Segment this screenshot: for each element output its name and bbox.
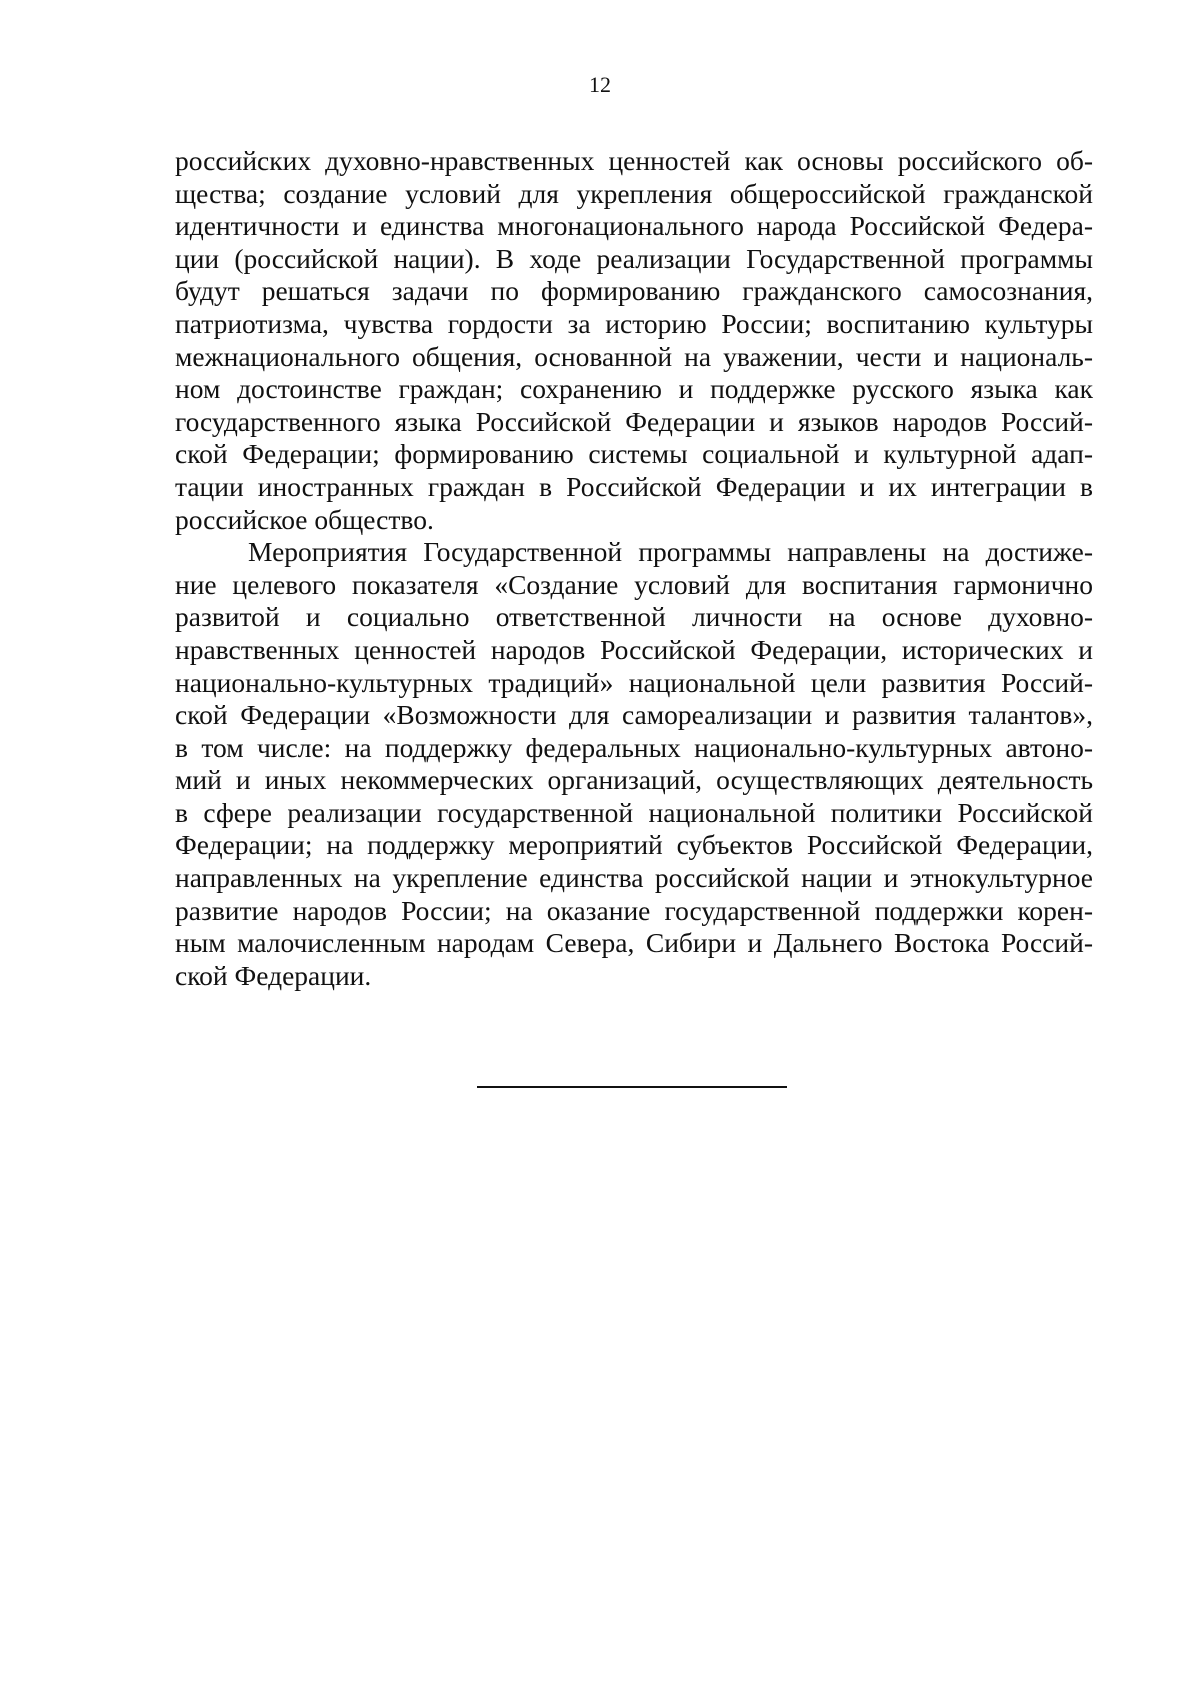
text-line: российских духовно-нравственных ценностей как основы российского об-	[175, 145, 1093, 176]
text-line: государственного языка Российской Федерации и языков народов Россий-	[175, 405, 1093, 437]
text-line: Мероприятия Государственной программы направлены на достиже-	[248, 536, 1093, 568]
text-line: в том числе: на поддержку федеральных национально-культурных автоно-	[175, 731, 1093, 763]
text-line: ской Федерации «Возможности для самореализации и развития талантов»,	[175, 699, 1093, 731]
text-line: будут решаться задачи по формированию гражданского самосознания,	[175, 275, 1093, 307]
text-line: развитие народов России; на оказание государственной поддержки корен-	[175, 894, 1093, 926]
text-line: национально-культурных традиций» национальной цели развития Россий-	[175, 666, 1093, 698]
text-line: патриотизма, чувства гордости за историю России; воспитанию культуры	[175, 307, 1093, 339]
text-line: российское общество.	[175, 503, 434, 535]
text-line: ние целевого показателя «Создание условий для воспитания гармонично	[175, 568, 1093, 600]
text-line: нравственных ценностей народов Российской Федерации, исторических и	[175, 633, 1093, 665]
text-line: щества; создание условий для укрепления общероссийской гражданской	[175, 177, 1093, 209]
text-line: идентичности и единства многонационального народа Российской Федера-	[175, 210, 1093, 242]
text-line: в сфере реализации государственной национальной политики Российской	[175, 796, 1093, 828]
text-line: тации иностранных граждан в Российской Федерации и их интеграции в	[175, 470, 1093, 502]
end-separator-line	[477, 1086, 787, 1088]
text-line: направленных на укрепление единства российской нации и этнокультурное	[175, 862, 1093, 894]
text-line: межнационального общения, основанной на уважении, чести и националь-	[175, 340, 1093, 372]
text-line: мий и иных некоммерческих организаций, осуществляющих деятельность	[175, 764, 1093, 796]
text-line: ской Федерации; формированию системы социальной и культурной адап-	[175, 438, 1093, 470]
page-number: 12	[589, 72, 611, 97]
text-line: ном достоинстве граждан; сохранению и поддержке русского языка как	[175, 373, 1093, 405]
text-line: ным малочисленным народам Севера, Сибири и Дальнего Востока Россий-	[175, 927, 1093, 959]
paragraph-1	[175, 145, 1093, 536]
text-line: Федерации; на поддержку мероприятий субъектов Российской Федерации,	[175, 829, 1093, 861]
body-text	[175, 145, 1093, 992]
text-line: ции (российской нации). В ходе реализации Государственной программы	[175, 242, 1093, 274]
text-line: развитой и социально ответственной личности на основе духовно-	[175, 601, 1093, 633]
text-line: ской Федерации.	[175, 959, 372, 991]
paragraph-2	[175, 536, 1093, 992]
